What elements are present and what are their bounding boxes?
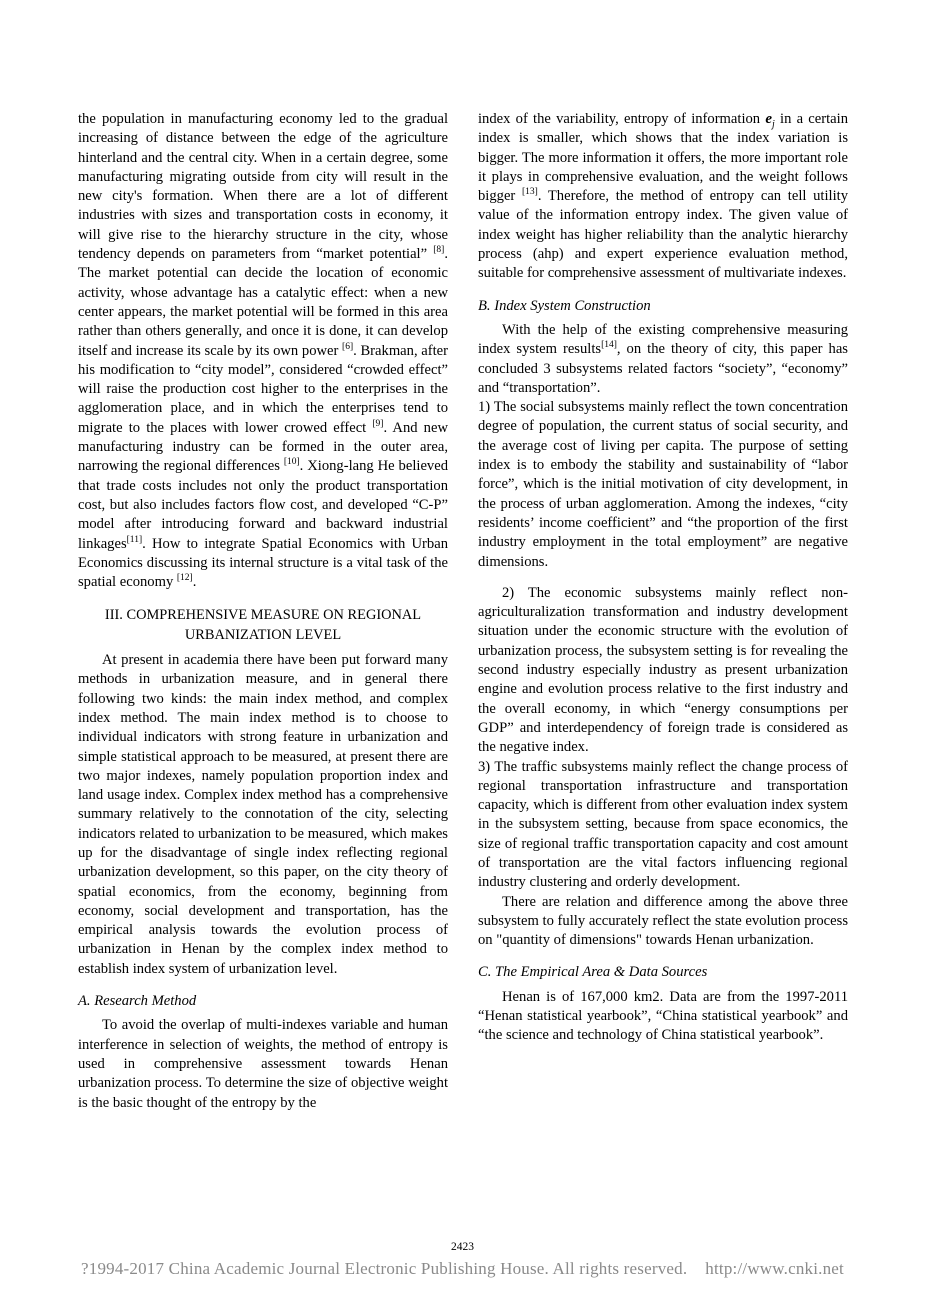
citation-ref-9: [9]	[372, 418, 384, 429]
footer-url[interactable]: http://www.cnki.net	[705, 1259, 844, 1278]
right-paragraph-1	[478, 110, 848, 284]
subsection-heading-b: B. Index System Construction	[478, 297, 651, 314]
citation-ref-10: [10]	[283, 457, 300, 468]
right-paragraph-3: There are relation and difference among the above three subsystem to fully accurately reflect the state evolution process on "quantity of dimensions" towards Henan urbanization.	[478, 893, 848, 949]
left-paragraph-3: To avoid the overlap of multi-indexes variable and human interference in selection of weights, the method of entropy is used in comprehensive assessment towards Henan urbanization process. To determine the size of objective weight is the basic thought of the entropy by the	[78, 1017, 448, 1111]
left-para-1-text: the population in manufacturing economy led to the gradual increasing of distance between the edge of the agriculture hinterland and the central city. When in a certain degree, some manufacturing migrating outside from city will result in the new city's formation. When there are a lot of different industries with sizes and transportation costs in economy, it will give rise to the hierarchy structure in the city, whose tendency depends on parameters from “market potential”	[78, 111, 448, 263]
right-paragraph-4: Henan is of 167,000 km2. Data are from the 1997-2011 “Henan statistical yearbook”, “China statistical yearbook” and “the science and technology of China statistical yearbook”.	[478, 988, 848, 1044]
math-variable-e: e	[765, 111, 772, 127]
subsection-heading-a: A. Research Method	[78, 993, 197, 1010]
right-para-2-pre: With the help of the existing comprehensive measuring index system results	[478, 321, 848, 358]
citation-ref-6: [6]	[342, 341, 354, 352]
page-number: 2423	[451, 1241, 474, 1253]
footer-copyright-text: ?1994-2017 China Academic Journal Electronic Publishing House. All rights reserved.	[81, 1259, 688, 1278]
left-para-1-cont6: .	[192, 574, 197, 591]
two-column-body	[78, 110, 848, 1113]
right-para-1-cont: . Therefore, the method of entropy can tell utility value of the information entropy index. The given value of index weight has higher reliability than the analytic hierarchy process (ahp) and expert experience evaluation method, suitable for comprehensive assessment of multivariate indexes.	[478, 188, 848, 282]
left-para-1-cont2: . Brakman, after his modification to “city model”, considered “crowded effect” will raise the production cost higher to the enterprises in the agglomeration place, and in which the enterprises tend to migrate to the places with lower crowed effect	[78, 342, 448, 436]
section-heading-3: III. COMPREHENSIVE MEASURE ON REGIONAL URBANIZATION LEVEL	[104, 607, 422, 643]
left-para-1-cont5: . How to integrate Spatial Economics with Urban Economics discussing its internal structure is a vital task of the spatial economy	[78, 535, 448, 591]
math-subscript-j: j	[772, 118, 775, 130]
right-para-2-post: , on the theory of city, this paper has concluded 3 subsystems related factors “society”, “economy” and “transportation”.	[478, 341, 848, 396]
subsection-heading-c: C. The Empirical Area & Data Sources	[478, 964, 708, 981]
list-item-3: 3) The traffic subsystems mainly reflect the change process of regional transportation infrastructure and transportation capacity, which is different from other evaluation index system in the subsystem setting, because from space economics, the size of regional traffic transportation capacity and cost amount of transportation are the vital factors influencing regional industry clustering and orderly development.	[478, 758, 848, 891]
citation-ref-13: [13]	[521, 187, 538, 198]
left-paragraph-2: At present in academia there have been put forward many methods in urbanization measure, and in general there following two kinds: the main index method, and complex index method. The main index method is to choose to individual indicators with strong feature in urbanization and simple statistical approach to be measured, at present there are two major indexes, namely population proportion index and land usage index. Complex index method has a comprehensive summary relatively to the connotation of the city, selecting indicators related to urbanization to be measured, which makes up for the disadvantage of single index reflecting regional urbanization development, so this paper, on the city theory of spatial economics, from the economy, beginning from economy, social development and transportation, has the empirical analysis towards the evolution process of urbanization in Henan by the complex index method to establish index system of urbanization level.	[78, 652, 448, 977]
right-para-1-pre: index of the variability, entropy of information	[478, 111, 766, 127]
citation-ref-12: [12]	[176, 573, 193, 584]
list-item-2: 2) The economic subsystems mainly reflect non-agriculturalization transformation and industry development situation under the economic structure with the evolution of urbanization process, the subsystem setting is for revealing the second industry especially industry as present urbanization engine and evolution process relative to the first industry and the overall economy, in which “energy consumptions per GDP” and interdependency of foreign trade is considered as the negative index.	[478, 584, 848, 756]
list-item-1: 1) The social subsystems mainly reflect the town concentration degree of population, the current status of social security, and the average cost of living per capita. The purpose of setting index is to embody the stability and sustainability of “labor force”, which is the initial motivation of city development, in the process of urban agglomeration. Among the indexes, “city residents’ income coefficient” and “the proportion of the first industry employment in the total employment” are negative dimensions.	[478, 399, 848, 570]
left-para-1-cont3: . And new manufacturing industry can be formed in the outer area, narrowing the regional differences	[78, 419, 448, 475]
left-column	[78, 110, 448, 1113]
right-para-1-post: in a certain index is smaller, which shows that the index variation is bigger. The more information it offers, the more important role it plays in comprehensive evaluation, and the weight follows bigger	[478, 111, 848, 205]
left-para-1-cont4: . Xiong-lang He believed that trade costs includes not only the product transportation cost, but also includes factors flow cost, and developed “C-P” model after introducing forward and backward industrial linkages	[78, 458, 448, 552]
right-column	[478, 110, 848, 1113]
footer-copyright-bar	[0, 1259, 925, 1279]
right-paragraph-2	[478, 321, 848, 398]
left-paragraph-1	[78, 110, 448, 592]
citation-ref-11: [11]	[126, 534, 143, 545]
left-para-1-cont: . The market potential can decide the location of economic activity, whose advantage has a catalytic effect: when a new center appears, the market potential will be formed in this area rather than others generally, and once it is done, it can develop itself and increase its scale by its own power	[78, 246, 448, 359]
citation-ref-14: [14]	[601, 340, 617, 351]
citation-ref-8: [8]	[433, 245, 445, 256]
